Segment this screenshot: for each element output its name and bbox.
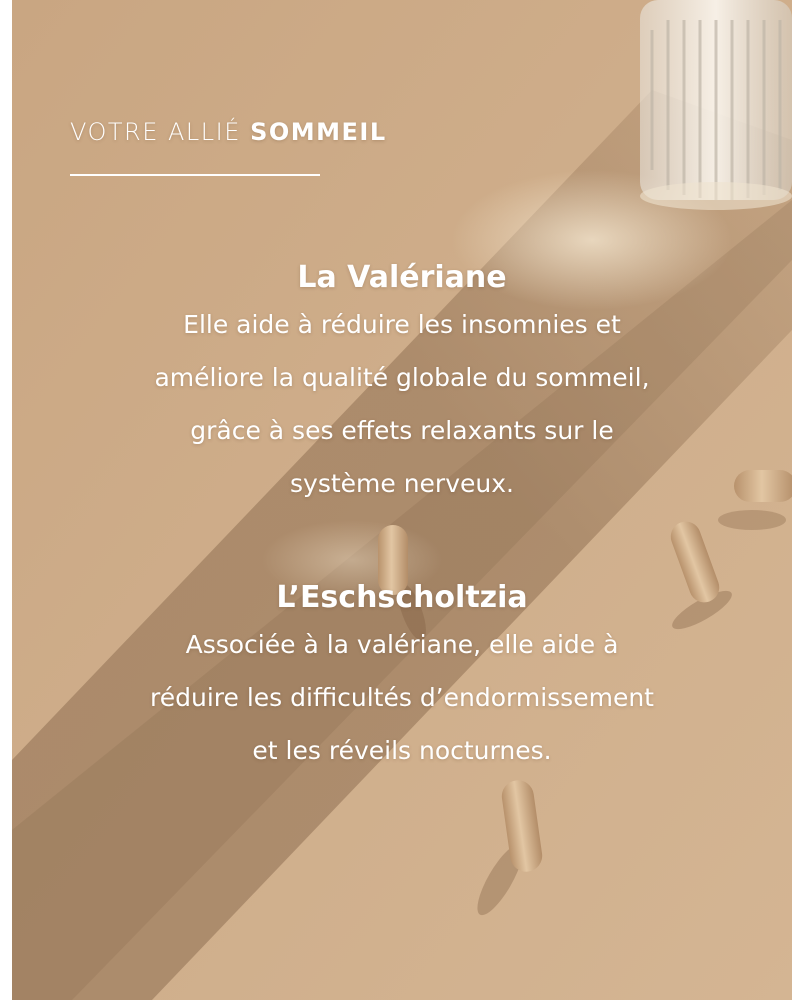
ingredient-title: L’Eschscholtzia — [276, 580, 528, 615]
heading-emphasis: SOMMEIL — [250, 118, 387, 146]
heading-prefix: VOTRE ALLIÉ — [70, 118, 241, 146]
ingredient-description: Elle aide à réduire les insomnies et améliore la qualité globale du sommeil, grâce à ses effets relaxants sur le système nerveux. — [154, 310, 650, 498]
heading-underline — [70, 174, 320, 176]
section-heading — [70, 118, 387, 146]
ingredient-valeriane — [82, 258, 722, 510]
ingredient-description: Associée à la valériane, elle aide à réduire les difficultés d’endormissement et les réveils nocturnes. — [150, 630, 654, 765]
ingredient-eschscholtzia — [82, 578, 722, 777]
text-overlay — [12, 0, 792, 1000]
ingredient-title: La Valériane — [297, 260, 507, 295]
